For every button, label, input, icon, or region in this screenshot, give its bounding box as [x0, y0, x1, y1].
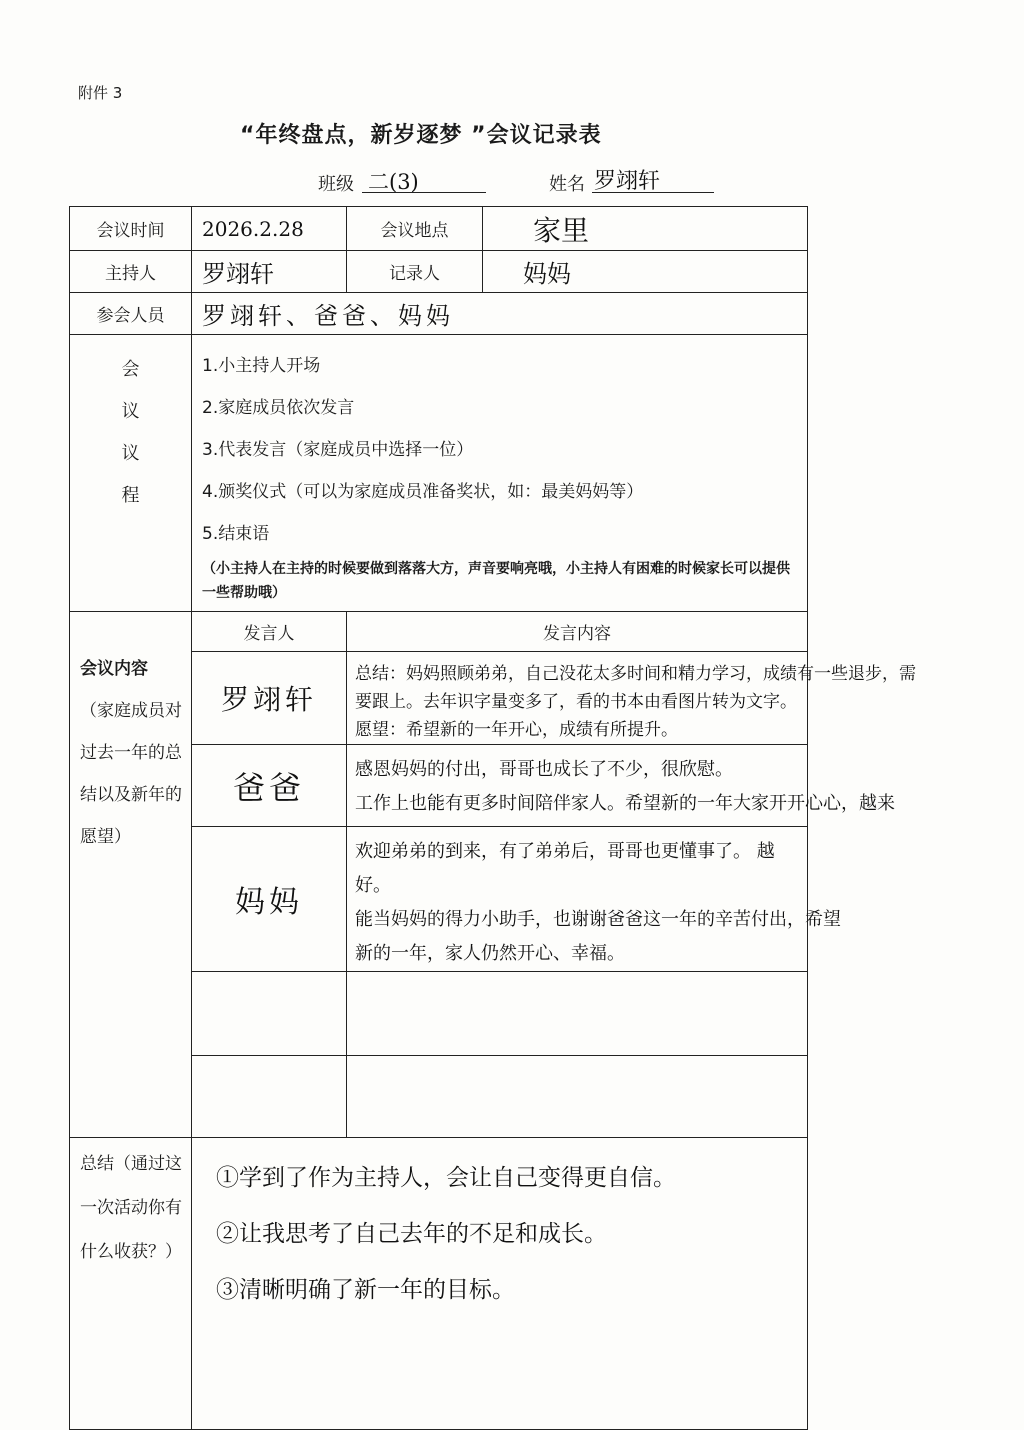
speech-line: 新的一年，家人仍然开心、幸福。	[355, 943, 625, 964]
summary-line: ①学到了作为主持人，会让自己变得更自信。	[216, 1165, 676, 1191]
time-label: 会议时间	[70, 207, 192, 251]
speech-content-empty	[347, 972, 808, 1056]
content-label: 会议内容	[80, 659, 148, 679]
agenda-item: 1.小主持人开场	[202, 356, 321, 376]
meeting-record-table	[69, 206, 916, 1430]
agenda-label	[70, 335, 192, 612]
recorder-value: 妈妈	[483, 251, 808, 293]
attendees-value: 罗翊轩、爸爸、妈妈	[192, 293, 808, 335]
speaker-column-header: 发言人	[192, 612, 347, 652]
speech-line: 能当妈妈的得力小助手，也谢谢爸爸这一年的辛苦付出，希望	[355, 909, 841, 930]
host-value: 罗翊轩	[192, 251, 347, 293]
agenda-item: 3.代表发言（家庭成员中选择一位）	[202, 440, 474, 460]
summary-label: 总结（通过这一次活动你有什么收获？）	[70, 1138, 192, 1430]
name-label: 姓名	[549, 174, 585, 195]
agenda-item: 5.结束语	[202, 524, 270, 544]
agenda-label-char: 议	[121, 401, 140, 422]
content-column-header: 发言内容	[347, 612, 808, 652]
summary-line: ②让我思考了自己去年的不足和成长。	[216, 1221, 607, 1247]
attachment-label: 附件 3	[78, 84, 123, 102]
host-label: 主持人	[70, 251, 192, 293]
content-label-cell	[70, 612, 192, 1138]
speech-line: 总结：妈妈照顾弟弟，自己没花太多时间和精力学习，成绩有一些退步，需	[355, 664, 916, 684]
speech-line: 欢迎弟弟的到来，有了弟弟后，哥哥也更懂事了。 越好。	[355, 841, 775, 896]
agenda-item: 4.颁奖仪式（可以为家庭成员准备奖状，如：最美妈妈等）	[202, 482, 644, 502]
form-title: “年终盘点，新岁逐梦 ”会议记录表	[240, 123, 602, 148]
speaker-name-empty	[192, 1056, 347, 1138]
speech-content	[347, 652, 916, 745]
speech-content	[347, 827, 841, 972]
speaker-name: 爸爸	[192, 745, 347, 827]
class-value: 二(3)	[368, 170, 419, 194]
attendees-row	[70, 293, 808, 335]
attendees-label: 参会人员	[70, 293, 192, 335]
content-header-row	[70, 612, 808, 652]
place-value: 家里	[483, 207, 808, 251]
place-label: 会议地点	[347, 207, 483, 251]
summary-row	[70, 1138, 808, 1430]
agenda-label-char: 程	[121, 485, 140, 506]
agenda-label-char: 会	[121, 359, 140, 380]
agenda-item: 2.家庭成员依次发言	[202, 398, 355, 418]
speech-line: 愿望：希望新的一年开心，成绩有所提升。	[355, 720, 678, 740]
speaker-name: 罗翊轩	[192, 652, 347, 745]
speech-content-empty	[347, 1056, 808, 1138]
speech-line: 工作上也能有更多时间陪伴家人。希望新的一年大家开开心心，越来	[355, 793, 895, 814]
speech-line: 要跟上。去年识字量变多了，看的书本由看图片转为文字。	[355, 692, 797, 712]
host-recorder-row	[70, 251, 808, 293]
summary-content	[192, 1138, 808, 1430]
agenda-note: （小主持人在主持的时候要做到落落大方，声音要响亮哦，小主持人有困难的时候家长可以提供一些帮助哦）	[202, 561, 790, 601]
agenda-items	[192, 335, 808, 612]
speaker-name-empty	[192, 972, 347, 1056]
speech-line: 感恩妈妈的付出，哥哥也成长了不少，很欣慰。	[355, 759, 733, 780]
time-place-row	[70, 207, 808, 251]
time-value: 2026.2.28	[192, 207, 347, 251]
summary-line: ③清晰明确了新一年的目标。	[216, 1277, 515, 1303]
agenda-label-char: 议	[121, 443, 140, 464]
speaker-name: 妈妈	[192, 827, 347, 972]
name-value: 罗翊轩	[594, 169, 661, 194]
content-label-note: （家庭成员对过去一年的总结以及新年的愿望）	[80, 701, 182, 847]
agenda-row	[70, 335, 808, 612]
speech-content	[347, 745, 895, 827]
recorder-label: 记录人	[347, 251, 483, 293]
class-label: 班级	[318, 174, 354, 195]
